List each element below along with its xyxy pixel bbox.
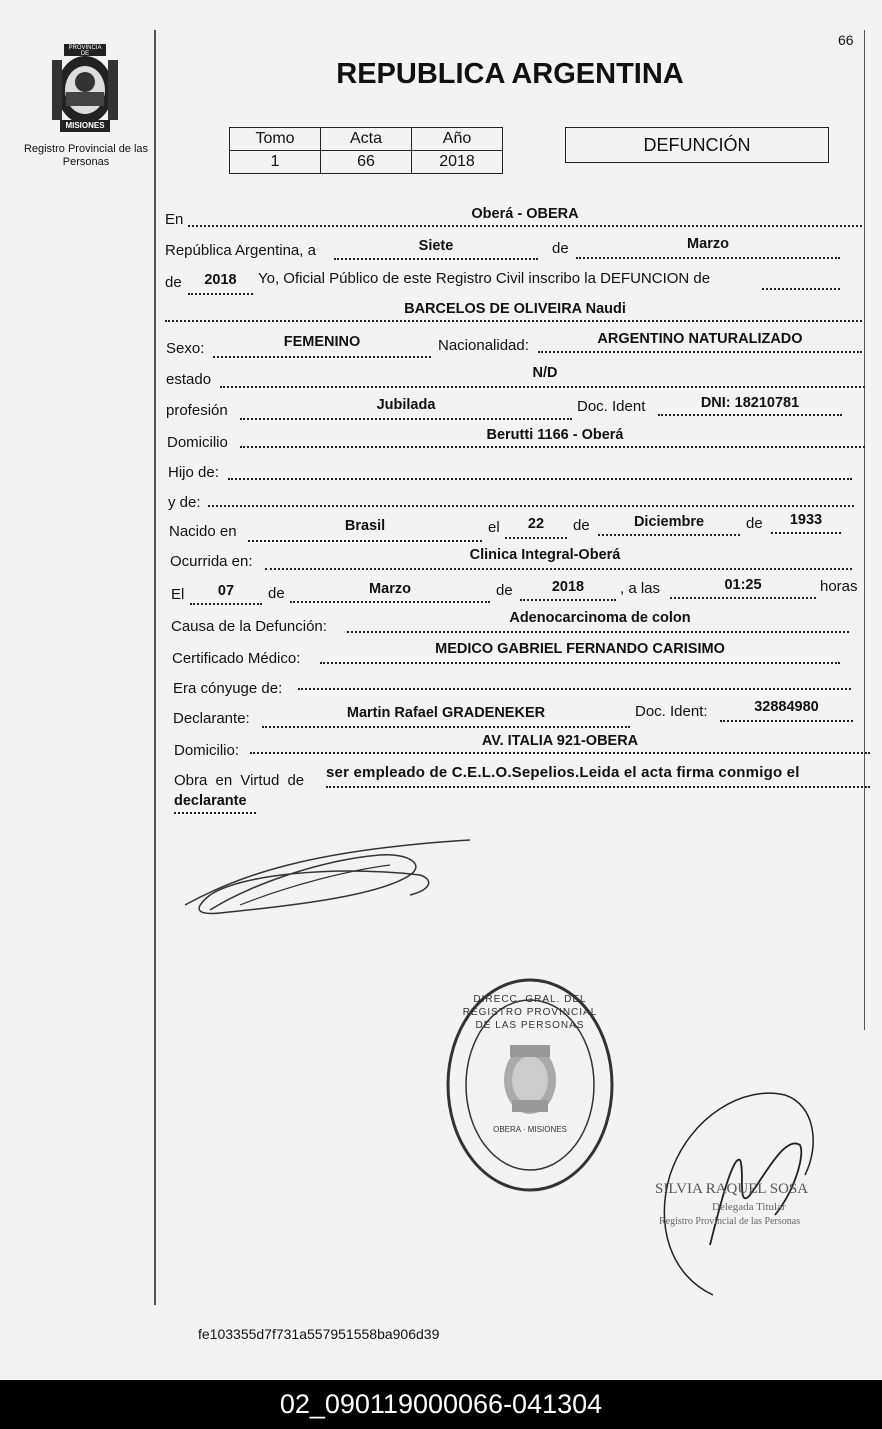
anio-value: 2018 — [412, 151, 503, 174]
label-profesion: profesión — [166, 402, 228, 419]
label-sexo: Sexo: — [166, 340, 205, 357]
dotline-obra-1 — [326, 786, 870, 788]
dotline-conyuge — [298, 688, 851, 690]
misiones-logo — [40, 40, 130, 135]
label-en: En — [165, 211, 184, 228]
label-nacionalidad: Nacionalidad: — [438, 337, 529, 354]
officer-institution: Registro Provincial de las Personas — [659, 1216, 801, 1227]
value-obra-line1: ser empleado de C.E.L.O.Sepelios.Leida el acta firma conmigo el — [326, 764, 800, 781]
dotline-dia-insc — [334, 258, 538, 260]
dotline-obra-2 — [174, 812, 256, 814]
label-a-las: , a las — [620, 580, 661, 597]
declarant-signature — [180, 835, 480, 920]
value-dia-def: 07 — [217, 583, 235, 599]
dotline-anio-nac — [771, 532, 841, 534]
label-domicilio-2: Domicilio: — [174, 742, 240, 759]
stamp-inner-text: OBERA · MISIONES — [493, 1125, 567, 1134]
label-de-2: de — [165, 274, 182, 291]
acta-header: Acta — [321, 128, 412, 151]
document-hash: fe103355d7f731a557951558ba906d39 — [198, 1326, 440, 1342]
value-declarante: Martin Rafael GRADENEKER — [346, 705, 546, 721]
value-dia-insc: Siete — [418, 238, 454, 254]
dotline-ocurrida-en — [265, 568, 852, 570]
tomo-header: Tomo — [230, 128, 321, 151]
value-sexo: FEMENINO — [283, 334, 361, 350]
dotline-hijo-de — [228, 478, 852, 480]
value-obra-line2: declarante — [174, 793, 247, 809]
label-y-de: y de: — [168, 494, 201, 511]
dotline-y-de — [208, 505, 854, 507]
official-stamp — [444, 975, 616, 1195]
value-anio-def: 2018 — [551, 579, 585, 595]
label-republica: República Argentina, a — [165, 242, 316, 259]
dotline-lugar — [188, 225, 862, 227]
dotline-certificado — [320, 662, 840, 664]
label-el-2: El — [171, 586, 185, 603]
dotline-nombre — [165, 320, 862, 322]
label-yo-oficial: Yo, Oficial Público de este Registro Civil inscribo la DEFUNCION de — [258, 270, 711, 287]
logo-top-text: PROVINCIA DE — [68, 45, 102, 57]
record-table — [229, 127, 503, 174]
label-hijo-de: Hijo de: — [168, 464, 219, 481]
label-obra: Obra en Virtud de — [174, 772, 305, 789]
dotline-domicilio — [240, 446, 865, 448]
label-doc-ident-2: Doc. Ident: — [635, 703, 708, 720]
label-de-6: de — [496, 582, 513, 599]
label-de-1: de — [552, 240, 569, 257]
label-de-4: de — [746, 515, 763, 532]
value-domicilio: Berutti 1166 - Oberá — [486, 427, 624, 443]
barcode-text-bar: 02_090119000066-041304 — [0, 1380, 882, 1429]
value-anio-nac: 1933 — [789, 512, 823, 528]
value-mes-def: Marzo — [369, 581, 411, 597]
label-conyuge: Era cónyuge de: — [173, 680, 283, 697]
value-domicilio-2: AV. ITALIA 921-OBERA — [481, 733, 639, 749]
dotline-anio-def — [520, 599, 616, 601]
value-declarante-doc: 32884980 — [754, 699, 819, 715]
dotline-profesion — [240, 418, 572, 420]
acta-value: 66 — [321, 151, 412, 174]
dotline-mes-nac — [598, 534, 740, 536]
registry-label: Registro Provincial de las Personas — [23, 143, 149, 168]
tomo-value: 1 — [230, 151, 321, 174]
dotline-domicilio-2 — [250, 752, 870, 754]
dotline-dia-def — [190, 603, 262, 605]
label-ocurrida-en: Ocurrida en: — [170, 553, 253, 570]
logo-bottom-text: MISIONES — [65, 121, 105, 130]
value-doc-ident: DNI: 18210781 — [700, 395, 800, 411]
page-title: REPUBLICA ARGENTINA — [336, 58, 684, 90]
value-nacionalidad: ARGENTINO NATURALIZADO — [597, 331, 803, 347]
value-ocurrida-en: Clinica Integral-Oberá — [469, 547, 621, 563]
anio-header: Año — [412, 128, 503, 151]
value-certificado: MEDICO GABRIEL FERNANDO CARISIMO — [435, 641, 725, 657]
record-type-box: DEFUNCIÓN — [565, 127, 829, 163]
label-horas: horas — [820, 578, 858, 595]
value-nacido-en: Brasil — [344, 518, 386, 534]
dotline-mes-def — [290, 601, 490, 603]
value-lugar: Oberá - OBERA — [471, 206, 579, 222]
dotline-declarante — [262, 726, 630, 728]
label-domicilio: Domicilio — [167, 434, 228, 451]
label-nacido-en: Nacido en — [169, 523, 237, 540]
value-dia-nac: 22 — [527, 516, 545, 532]
dotline-mes-insc — [576, 257, 840, 259]
value-profesion: Jubilada — [376, 397, 436, 413]
label-el-1: el — [488, 519, 500, 536]
label-de-5: de — [268, 585, 285, 602]
value-hora-def: 01:25 — [724, 577, 762, 593]
dotline-estado — [220, 386, 865, 388]
left-margin-line — [154, 30, 156, 1305]
label-certificado: Certificado Médico: — [172, 650, 301, 667]
label-de-3: de — [573, 517, 590, 534]
label-causa: Causa de la Defunción: — [171, 618, 327, 635]
dotline-declarante-doc — [720, 720, 853, 722]
value-mes-nac: Diciembre — [633, 514, 705, 530]
label-estado: estado — [166, 371, 212, 388]
dotline-dia-nac — [505, 537, 567, 539]
dotline-yo-tail — [762, 288, 840, 290]
value-mes-insc: Marzo — [687, 236, 729, 252]
dotline-hora-def — [670, 597, 816, 599]
label-doc-ident: Doc. Ident — [577, 398, 646, 415]
stamp-outer-text: DIRECC. GRAL. DEL REGISTRO PROVINCIAL DE LAS PERSONAS — [462, 994, 598, 1031]
dotline-anio-insc — [188, 293, 253, 295]
label-declarante: Declarante: — [173, 710, 250, 727]
right-margin-line — [864, 30, 865, 1030]
value-anio-insc: 2018 — [204, 272, 237, 288]
dotline-sexo — [213, 356, 431, 358]
officer-title: Delegada Titular — [712, 1201, 786, 1213]
value-nombre: BARCELOS DE OLIVEIRA Naudi — [404, 301, 626, 317]
page-number: 66 — [838, 32, 854, 48]
officer-name: SILVIA RAQUEL SOSA — [655, 1181, 809, 1197]
dotline-causa — [347, 631, 849, 633]
value-causa: Adenocarcinoma de colon — [509, 610, 691, 626]
dotline-nacido-en — [248, 540, 482, 542]
dotline-doc-ident — [658, 414, 842, 416]
dotline-nacionalidad — [538, 351, 862, 353]
value-estado: N/D — [532, 365, 558, 381]
